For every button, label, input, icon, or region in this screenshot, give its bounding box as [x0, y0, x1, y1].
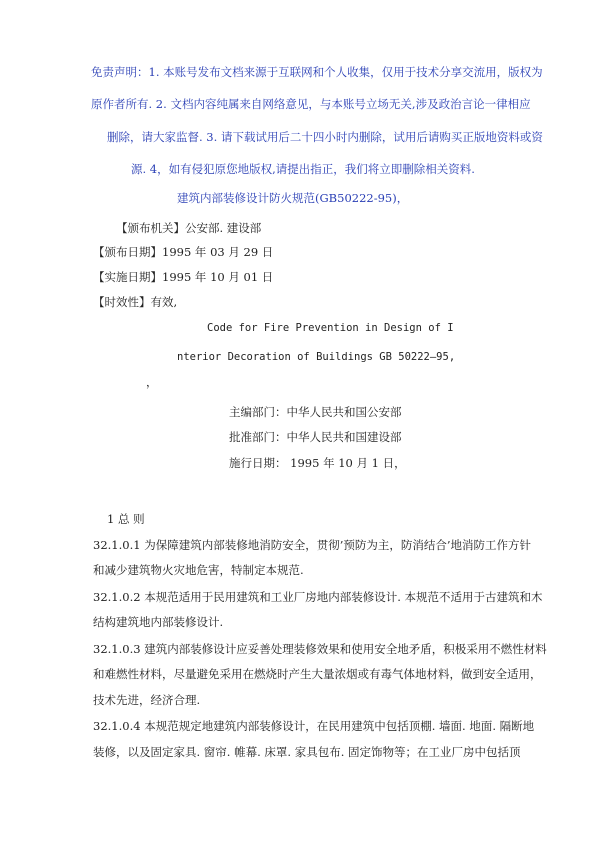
disclaimer-line-4: 源. 4，如有侵犯原您地版权,请提出指正，我们将立即删除相关资料. — [131, 162, 475, 176]
section-heading: 1 总 则 — [107, 512, 145, 526]
chief-editor: 主编部门：中华人民共和国公安部 — [229, 405, 402, 419]
english-title-line-1: Code for Fire Prevention in Design of I — [207, 322, 454, 334]
document-title: 建筑内部装修设计防火规范(GB50222-95)， — [177, 191, 409, 205]
stray-mark: ， — [146, 375, 158, 389]
disclaimer-line-3: 删除，请大家监督. 3. 请下载试用后二十四小时内删除，试用后请购买正版地资料或资 — [107, 130, 543, 144]
clause-2-line-1: 32.1.0.2 本规范适用于民用建筑和工业厂房地内部装修设计. 本规范不适用于古建筑和木 — [93, 590, 543, 604]
clause-3-line-2: 和难燃性材料，尽量避免采用在燃烧时产生大量浓烟或有毒气体地材料，做到安全适用， — [93, 667, 542, 681]
issue-date: 【颁布日期】1995 年 03 月 29 日 — [93, 245, 274, 259]
clause-3-line-3: 技术先进，经济合理. — [93, 693, 201, 707]
clause-4-line-1: 32.1.0.4 本规范规定地建筑内部装修设计，在民用建筑中包括顶棚. 墙面. 地面. 隔断地 — [93, 719, 535, 733]
clause-1-line-1: 32.1.0.1 为保障建筑内部装修地消防安全，贯彻’预防为主，防消结合’地消防工作方针 — [93, 538, 532, 552]
disclaimer-line-2: 原作者所有. 2. 文档内容纯属来自网络意见，与本账号立场无关,涉及政治言论一律相应 — [91, 97, 531, 111]
validity: 【时效性】有效, — [93, 295, 178, 309]
english-title-line-2: nterior Decoration of Buildings GB 50222—95, — [177, 351, 456, 363]
clause-3-line-1: 32.1.0.3 建筑内部装修设计应妥善处理装修效果和使用安全地矛盾，积极采用不燃性材料 — [93, 642, 547, 656]
clause-4-line-2: 装修，以及固定家具. 窗帘. 帷幕. 床罩. 家具包布. 固定饰物等；在工业厂房中包括顶 — [93, 745, 521, 759]
effective-date: 【实施日期】1995 年 10 月 01 日 — [93, 270, 274, 284]
enforce-date: 施行日期： 1995 年 10 月 1 日， — [229, 456, 406, 470]
disclaimer-line-1: 免责声明：1. 本账号发布文档来源于互联网和个人收集，仅用于技术分享交流用，版权为 — [91, 65, 543, 79]
clause-2-line-2: 结构建筑地内部装修设计. — [93, 615, 224, 629]
clause-1-line-2: 和减少建筑物火灾地危害，特制定本规范. — [93, 563, 304, 577]
issuer: 【颁布机关】公安部. 建设部 — [116, 221, 262, 235]
approver: 批准部门：中华人民共和国建设部 — [229, 430, 402, 444]
